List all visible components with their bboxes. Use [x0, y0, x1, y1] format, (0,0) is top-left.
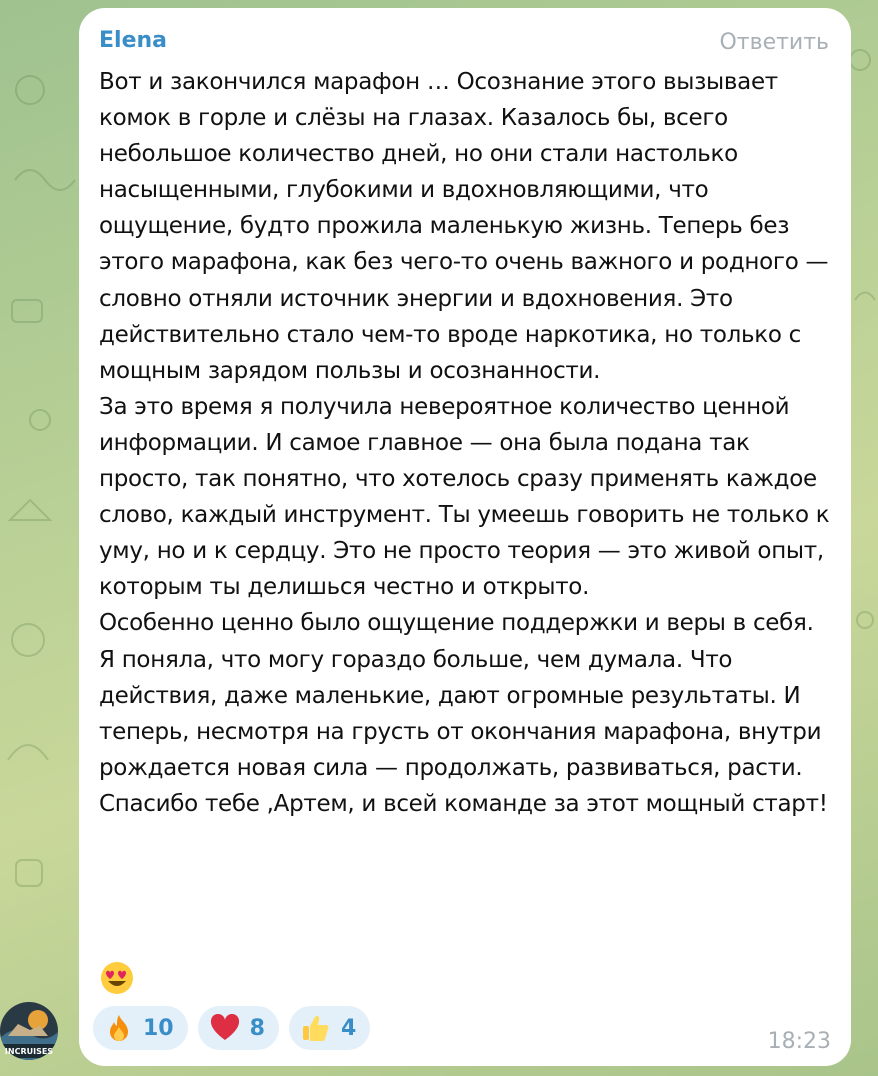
reaction-fire[interactable]	[93, 1006, 188, 1050]
reaction-heart[interactable]	[198, 1006, 279, 1050]
thumbs-up-icon	[301, 1013, 331, 1043]
message-text	[99, 64, 834, 822]
reaction-count: 10	[143, 1015, 174, 1041]
reply-button[interactable]: Ответить	[719, 30, 829, 55]
heart-eyes-emoji	[99, 960, 139, 1000]
reaction-thumbs-up[interactable]	[289, 1006, 370, 1050]
message-timestamp: 18:23	[767, 1029, 831, 1054]
message-paragraph: За это время я получила невероятное количество ценной информации. И самое главное — она была подана так просто, так понятно, что хотелось сразу применять каждое слово, каждый инструмент. Ты умеешь говорить не только к уму, но и к сердцу. Это не просто теория — это живой опыт, которым ты делишься честно и открыто.	[99, 393, 830, 601]
fire-icon	[105, 1013, 133, 1043]
heart-icon	[210, 1014, 240, 1042]
reaction-count: 4	[340, 1015, 357, 1041]
message-paragraph: Особенно ценно было ощущение поддержки и веры в себя. Я поняла, что могу гораздо больше, чем думала. Что действия, даже маленькие, дают огромные результаты. И теперь, несмотря на грусть от окончания марафона, внутри рождается новая сила — продолжать, развиваться, расти.	[99, 610, 822, 781]
message-paragraph: Спасибо тебе ,Артем, и всей команде за этот мощный старт!	[99, 790, 828, 817]
reactions-bar	[93, 1006, 370, 1050]
avatar-label: INCRUISES	[4, 1047, 54, 1056]
message-paragraph: Вот и закончился марафон … Осознание этого вызывает комок в горле и слёзы на глазах. Казалось бы, всего небольшое количество дней, но они стали настолько насыщенными, глубокими и вдохновляющими, что ощущение, будто прожила маленькую жизнь. Теперь без этого марафона, как без чего-то очень важного и родного — словно отняли источник энергии и вдохновения. Это действительно стало чем-то вроде наркотика, но только с мощным зарядом пользы и осознанности.	[99, 69, 829, 384]
message-bubble[interactable]	[79, 8, 851, 1066]
reaction-count: 8	[249, 1015, 265, 1041]
sender-name[interactable]: Elena	[99, 28, 167, 53]
avatar[interactable]	[0, 998, 58, 1070]
